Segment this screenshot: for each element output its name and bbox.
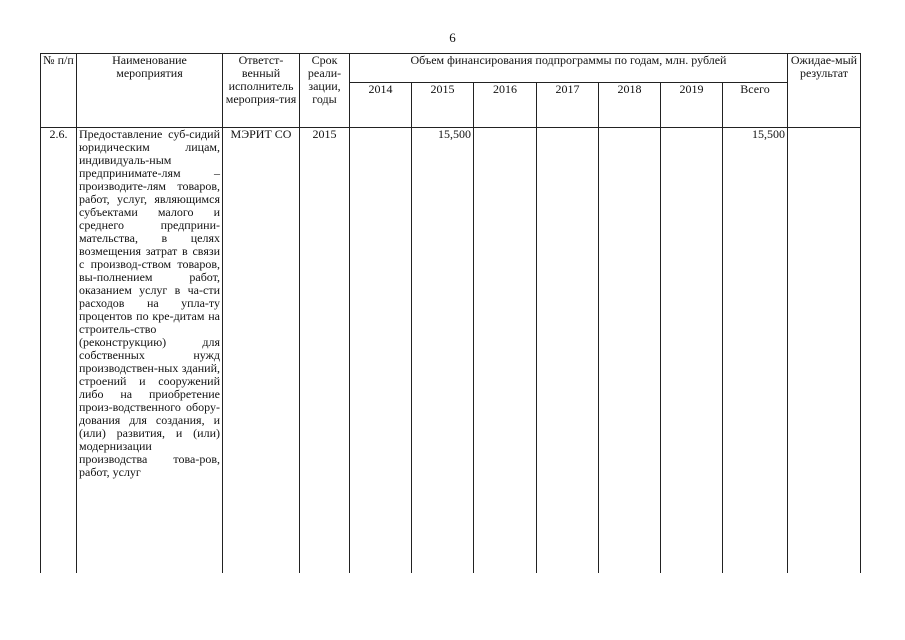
header-name: Наименование мероприятия: [77, 54, 223, 128]
header-total: Всего: [723, 83, 788, 128]
header-year-2019: 2019: [661, 83, 723, 128]
header-year-2016: 2016: [474, 83, 537, 128]
row-term: 2015: [300, 128, 350, 574]
subprogram-table: [40, 53, 861, 573]
header-year-2015: 2015: [412, 83, 474, 128]
row-value-2019: [661, 128, 723, 574]
header-financing: Объем финансирования подпрограммы по годам, млн. рублей: [350, 54, 788, 83]
header-year-2014: 2014: [350, 83, 412, 128]
row-executor: МЭРИТ СО: [223, 128, 300, 574]
header-result: Ожидае-мый результат: [788, 54, 861, 128]
row-result: [788, 128, 861, 574]
row-name: Предоставление суб-сидий юридическим лицам, индивидуаль-ным предпринимате-лям – производите-лям товаров, работ, услуг, являющимся субъектами малого и среднего предприни-мательства, в целях возмещения затрат в связи с производ-ством товаров, вы-полнением работ, оказанием услуг в ча-сти расходов на упла-ту процентов по кре-дитам на строитель-ство (реконструкцию) для собственных нужд производствен-ных зданий, строений и сооружений либо на приобретение произ-водственного обору-дования для создания, и (или) развития, и (или) модернизации производства това-ров, работ, услуг: [77, 128, 223, 574]
table-row: [41, 128, 861, 574]
header-num: № п/п: [41, 54, 77, 128]
header-year-2017: 2017: [537, 83, 599, 128]
header-term: Срок реали-зации, годы: [300, 54, 350, 128]
row-value-total: 15,500: [723, 128, 788, 574]
row-value-2018: [599, 128, 661, 574]
row-value-2016: [474, 128, 537, 574]
header-executor: Ответст-венный исполнитель мероприя-тия: [223, 54, 300, 128]
row-value-2014: [350, 128, 412, 574]
header-year-2018: 2018: [599, 83, 661, 128]
row-value-2017: [537, 128, 599, 574]
page-number: 6: [449, 30, 456, 45]
row-value-2015: 15,500: [412, 128, 474, 574]
row-num: 2.6.: [41, 128, 77, 574]
